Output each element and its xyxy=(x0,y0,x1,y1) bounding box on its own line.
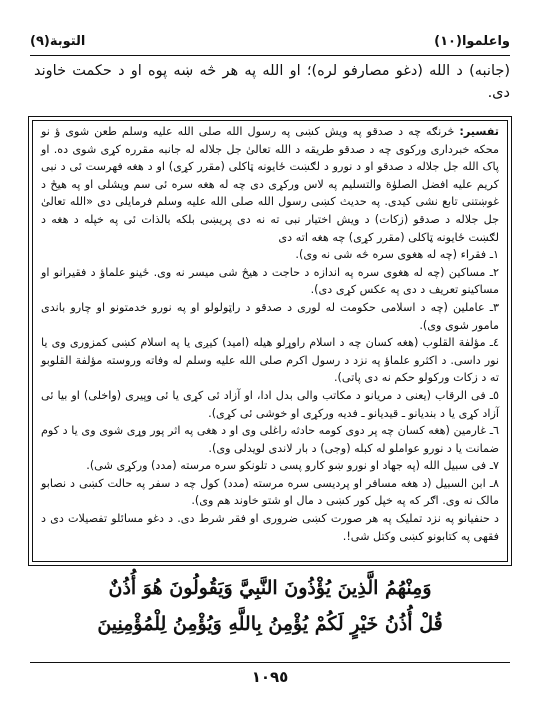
translation-text: (جانبه) د الله (دغو مصارفو لره)؛ او الله په هر څه ښه پوه او د حکمت خاوند دی. xyxy=(34,63,510,101)
tafseer-closing: د حنفیانو په نزد تملیک په هر صورت کښی ضروری او فقر شرط دی. د دغو مسائلو تفصیلات دی د فقهی په کتابونو کښی وکتل شی!. xyxy=(41,512,499,543)
list-item: ٦ـ غارمین (هغه کسان چه پر دوی کومه حادثه راغلی وی او د هغی په اثر پور وړی شوی وی یا د کوم ضمانت یا د نورو عواملو له کبله (وجی) د بار لاندی لویدلی وی). xyxy=(41,424,499,455)
footer-rule xyxy=(30,662,510,663)
running-header xyxy=(30,30,510,52)
header-surah: التوبة(٩) xyxy=(30,33,86,49)
list-item: ٢ـ مساکین (چه له هغوی سره په اندازه د حاجت د هیڅ شی میسر نه وی. ځینو علماؤ د فقیرانو او مساکینو تعریف د دی په عکس کړی دی). xyxy=(41,265,499,297)
list-item: ٧ـ فی سبیل الله (په جهاد او نورو ښو کارو پسی د تلونکو سره مرسته (مدد) ورکړی شی). xyxy=(86,459,499,473)
tafseer-opening-text: څرنګه چه د صدقو په ویش کښی په رسول الله صلی الله علیه وسلم طعن شوی ؤ نو محکه خبرداری ورکوی چه د صدقو طریقه د الله تعالیٰ جل جلاله له جانبه مقرره کړی شوی ده. او پاک الله جل جلاله د صدقو او د نورو د لګښت ځایونه ټاکلی (مقرر کړی) او د هغه فهرست ئی د نبی کریم علیه افضل الصلوٰة والتسلیم په لاس ورکړی دی چه له هغه سره ئی سم ویشلی او په هیڅ د غوښتنی تابع نشی کیدی. په حدیث کښی رسول الله صلی الله علیه وسلم فرمایلی دی «الله تعالیٰ جل جلاله د صدقو (زکات) د ویش اختیار نبی ته نه دی پریښی بلکه بالذات ئی په خپله د هغه د لګښت ځایونه ټاکلی (مقرر کړی) چه هغه اته دی xyxy=(41,125,499,244)
tafseer-opening xyxy=(41,123,499,246)
tafseer-label: تفسیر: xyxy=(459,125,499,138)
list-item: ٨ـ ابن السبیل (د هغه مسافر او پردیسی سره مرسته (مدد) کول چه د سفر په حالت کښی د نصابو مالک نه وی. اګر که په خپل کور کښی د مال او شتو خاوند هم وی). xyxy=(41,476,499,508)
header-juz: واعلموا(١٠) xyxy=(434,33,510,49)
verse-line-1: وَمِنْهُمُ الَّذِينَ يُؤْذُونَ النَّبِيَّ وَيَقُولُونَ هُوَ أُذُنٌ xyxy=(108,577,432,599)
verse-line-2: قُلْ أُذُنُ خَيْرٍ لَكُمْ يُؤْمِنُ بِاللَّهِ وَيُؤْمِنُ لِلْمُؤْمِنِينَ xyxy=(97,613,443,635)
quran-verse xyxy=(40,570,500,642)
list-item: ٤ـ مؤلفة القلوب (هغه کسان چه د اسلام راوړلو هیله (امید) کیږی یا په اسلام کښی کمزوری وی یا نور داسی. د اکثرو علماؤ په نزد د رسول اکرم صلی الله علیه وسلم له وفاته وروسته مؤلفة القلوبو ته د زکات ورکولو حکم نه دی پاتی). xyxy=(41,336,499,385)
tafseer-frame xyxy=(28,116,512,566)
list-item: ٣ـ عاملین (چه د اسلامی حکومت له لوری د صدقو د راټولولو او په نورو خدمتونو او چارو باندی مامور شوی وی). xyxy=(41,300,499,332)
list-item: ٥ـ فی الرقاب (یعنی د مریانو د مکاتب والی بدل ادا، او آزاد ئی کړی یا ئی وپیری (واخلی) او بیا ئی آزاد کړی یا د بندیانو ـ قیدیانو ـ فدیه ورکړی او خوشی ئی کړی). xyxy=(41,388,499,420)
page-number: ١٠٩٥ xyxy=(251,668,289,686)
list-item: ١ـ فقراء (چه له هغوی سره څه شی نه وی). xyxy=(295,248,499,262)
tafseer-box xyxy=(32,120,508,562)
header-rule xyxy=(30,55,510,56)
